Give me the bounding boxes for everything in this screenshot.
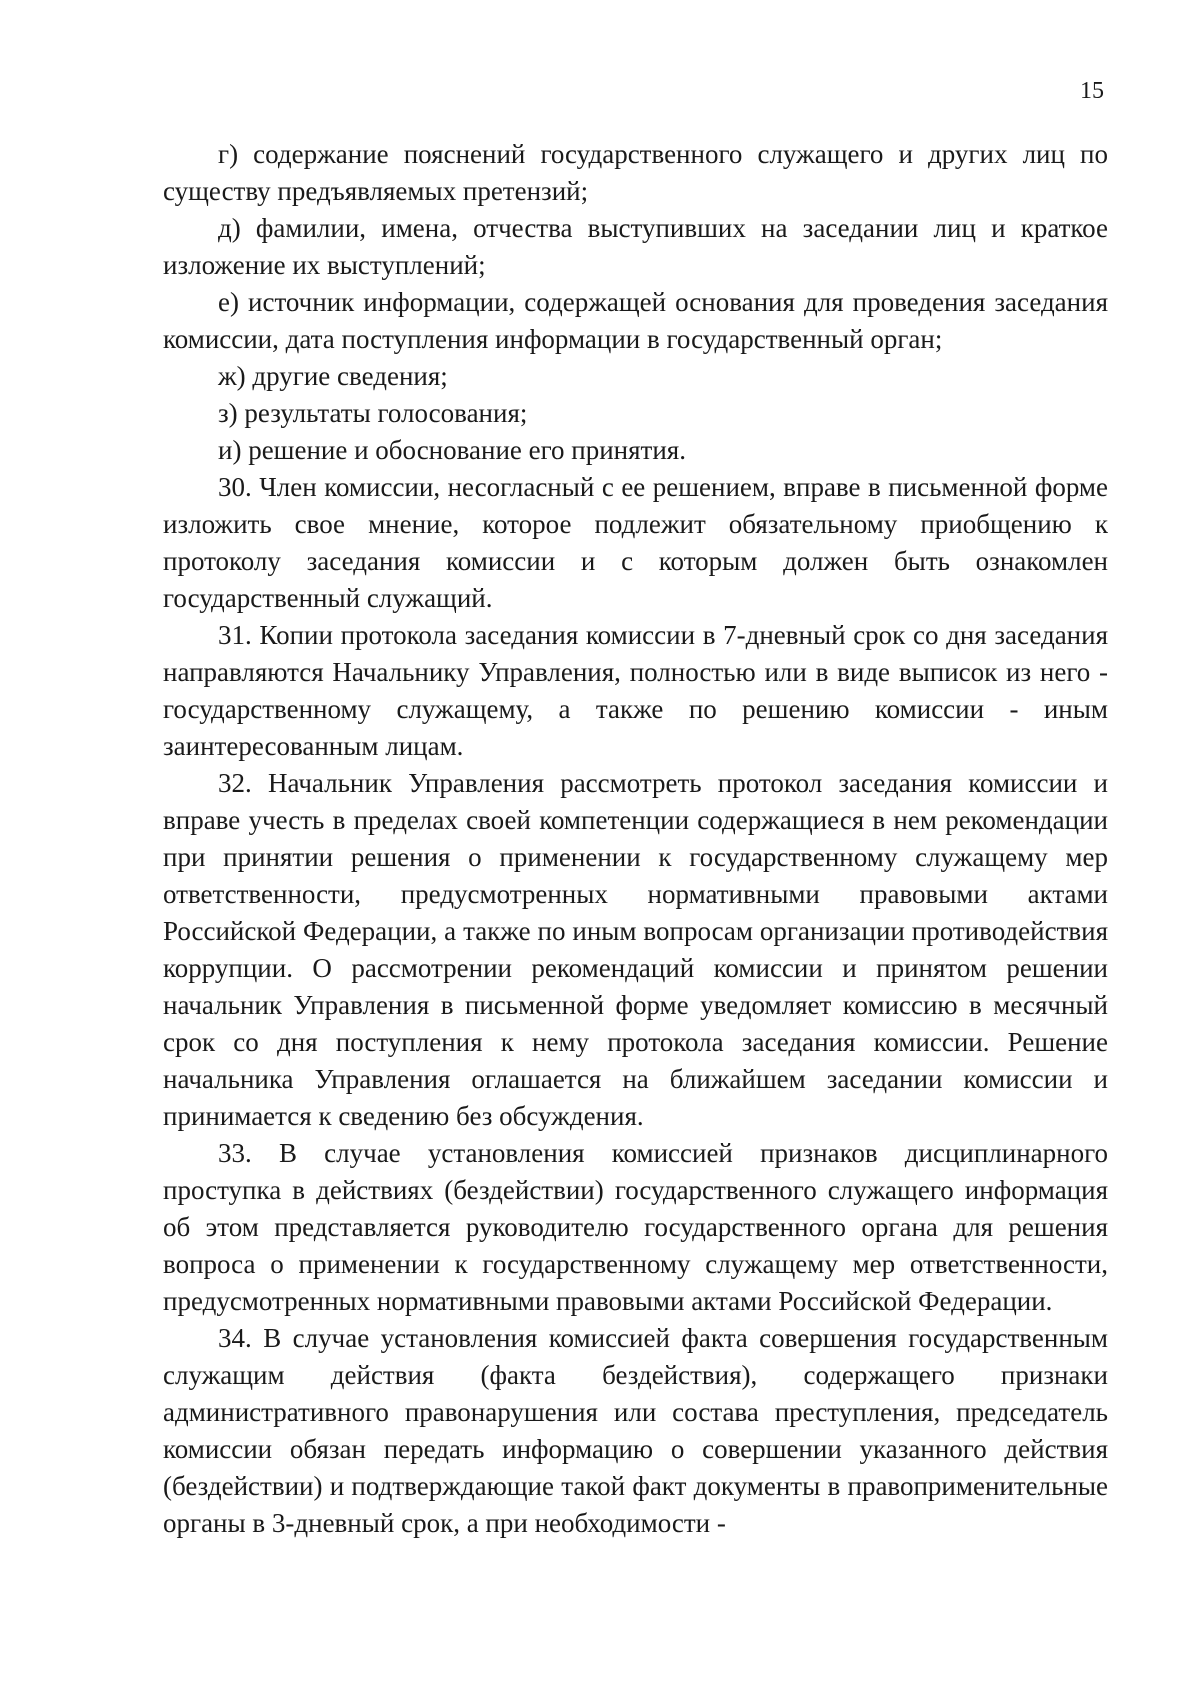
document-body	[163, 136, 1108, 1542]
paragraph-item-i: и) решение и обоснование его принятия.	[218, 435, 686, 465]
paragraph-32: 32. Начальник Управления рассмотреть протокол заседания комиссии и вправе учесть в пределах своей компетенции содержащиеся в нем рекомендации при принятии решения о применении к государственному служащему мер ответственности, предусмотренных нормативными правовыми актами Российской Федерации, а также по иным вопросам организации противодействия коррупции. О рассмотрении рекомендаций комиссии и принятом решении начальник Управления в письменной форме уведомляет комиссию в месячный срок со дня поступления к нему протокола заседания комиссии. Решение начальника Управления оглашается на ближайшем заседании комиссии и принимается к сведению без обсуждения.	[163, 768, 1108, 1131]
paragraph-30: 30. Член комиссии, несогласный с ее решением, вправе в письменной форме изложить свое мнение, которое подлежит обязательному приобщению к протоколу заседания комиссии и с которым должен быть ознакомлен государственный служащий.	[163, 472, 1108, 613]
paragraph-31: 31. Копии протокола заседания комиссии в 7-дневный срок со дня заседания направляются Начальнику Управления, полностью или в виде выписок из него - государственному служащему, а также по решению комиссии - иным заинтересованным лицам.	[163, 620, 1108, 761]
paragraph-item-g: г) содержание пояснений государственного служащего и других лиц по существу предъявляемых претензий;	[163, 139, 1108, 206]
paragraph-33: 33. В случае установления комиссией признаков дисциплинарного проступка в действиях (бездействии) государственного служащего информация об этом представляется руководителю государственного органа для решения вопроса о применении к государственному служащему мер ответственности, предусмотренных нормативными правовыми актами Российской Федерации.	[163, 1138, 1108, 1316]
paragraph-item-z: з) результаты голосования;	[218, 398, 528, 428]
paragraph-item-e: е) источник информации, содержащей основания для проведения заседания комиссии, дата поступления информации в государственный орган;	[163, 287, 1108, 354]
paragraph-item-d: д) фамилии, имена, отчества выступивших на заседании лиц и краткое изложение их выступлений;	[163, 213, 1108, 280]
page-number: 15	[1080, 78, 1104, 104]
paragraph-34: 34. В случае установления комиссией факта совершения государственным служащим действия (факта бездействия), содержащего признаки административного правонарушения или состава преступления, председатель комиссии обязан передать информацию о совершении указанного действия (бездействии) и подтверждающие такой факт документы в правоприменительные органы в 3-дневный срок, а при необходимости -	[163, 1323, 1108, 1538]
paragraph-item-zh: ж) другие сведения;	[218, 361, 448, 391]
